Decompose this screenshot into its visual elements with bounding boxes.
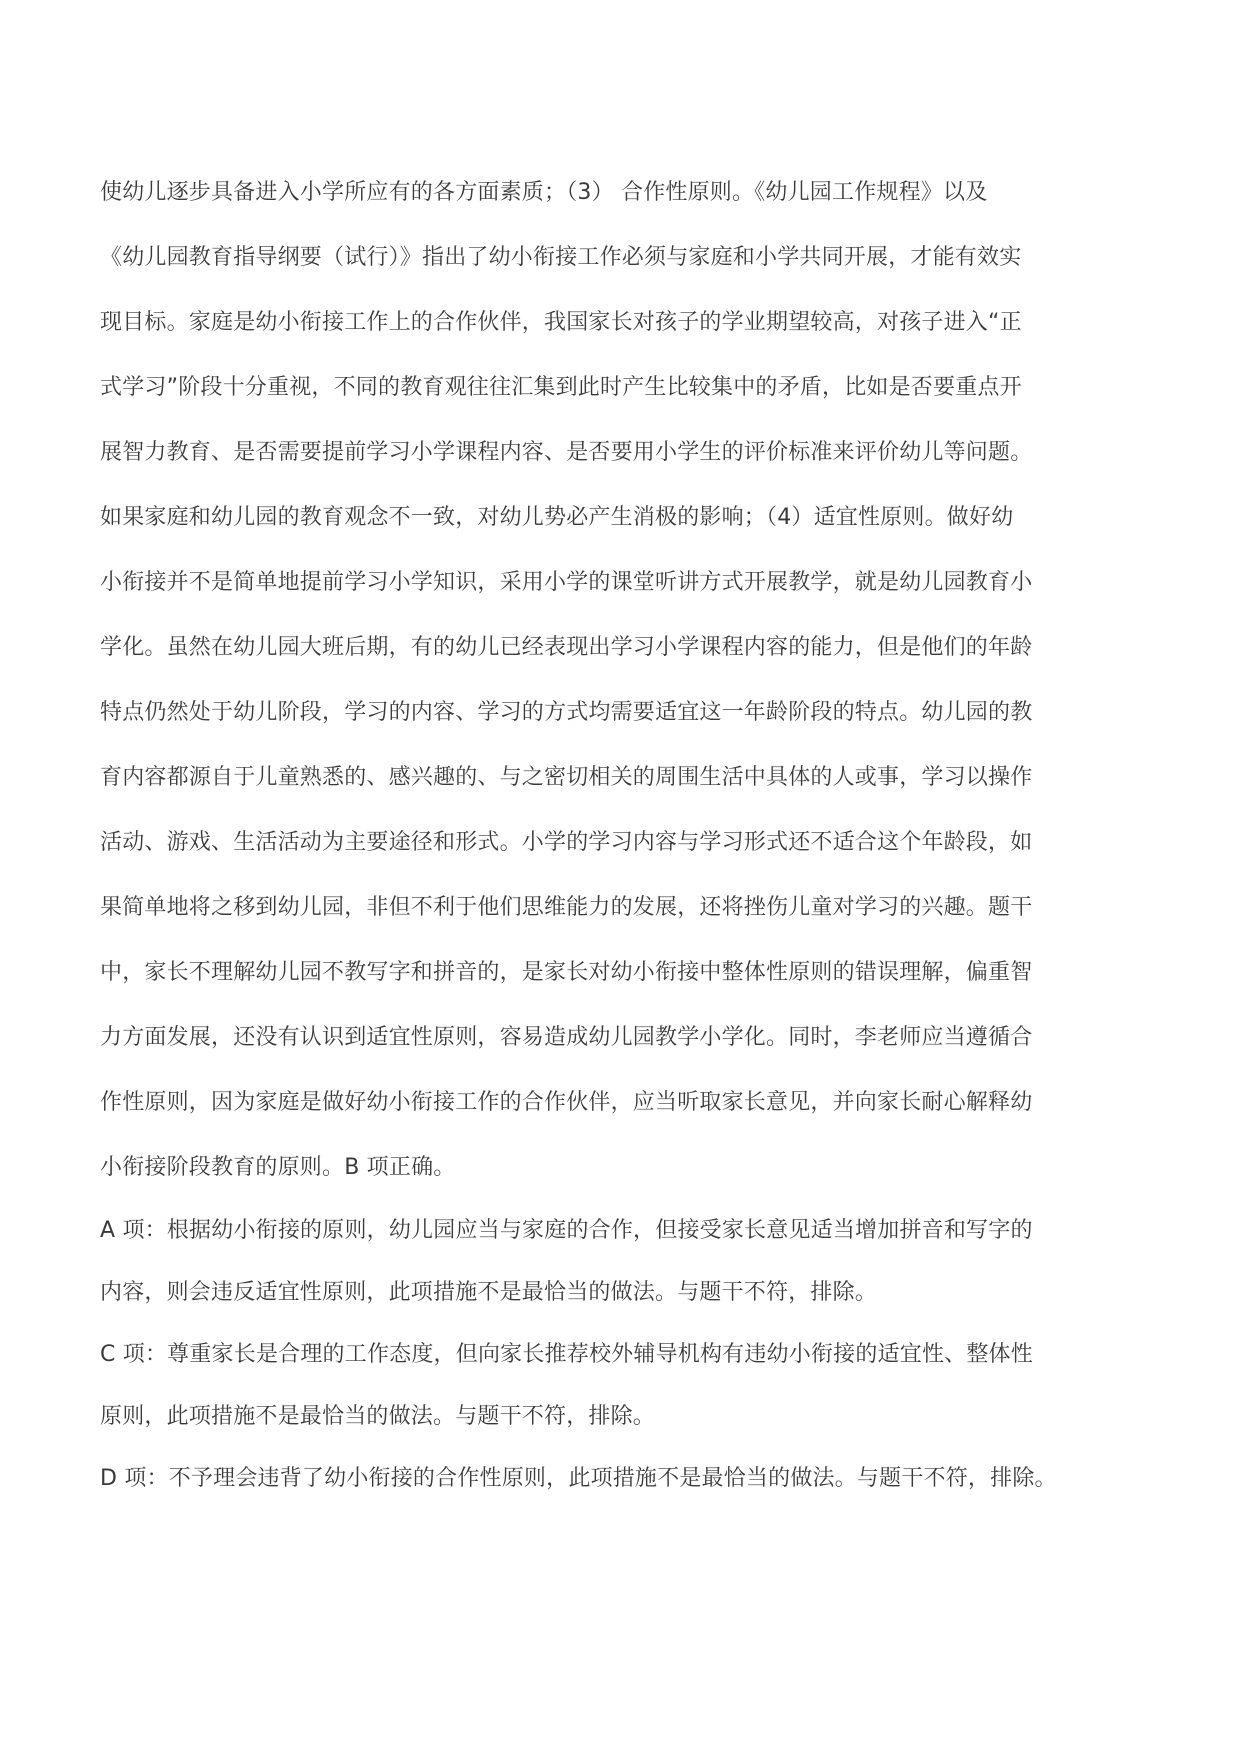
- paragraph-line: 小衔接阶段教育的原则。B 项正确。: [100, 1155, 456, 1180]
- paragraph-line: 式学习”阶段十分重视，不同的教育观往往汇集到此时产生比较集中的矛盾，比如是否要重点开: [100, 375, 1022, 400]
- paragraph-line: C 项：尊重家长是合理的工作态度，但向家长推荐校外辅导机构有违幼小衔接的适宜性、整体性: [100, 1342, 1033, 1367]
- paragraph-line: 《幼儿园教育指导纲要（试行）》指出了幼小衔接工作必须与家庭和小学共同开展，才能有效实: [100, 245, 1022, 270]
- paragraph-line: 展智力教育、是否需要提前学习小学课程内容、是否要用小学生的评价标准来评价幼儿等问题。: [100, 440, 1033, 465]
- analysis-paragraph: [100, 160, 1160, 1200]
- paragraph-line: 特点仍然处于幼儿阶段，学习的内容、学习的方式均需要适宜这一年龄阶段的特点。幼儿园的教: [100, 700, 1033, 725]
- paragraph-line: 内容，则会违反适宜性原则，此项措施不是最恰当的做法。与题干不符，排除。: [100, 1280, 878, 1305]
- paragraph-line: 作性原则，因为家庭是做好幼小衔接工作的合作伙伴，应当听取家长意见，并向家长耐心解释幼: [100, 1090, 1033, 1115]
- paragraph-line: 小衔接并不是简单地提前学习小学知识，采用小学的课堂听讲方式开展教学，就是幼儿园教育小: [100, 570, 1033, 595]
- paragraph-line: 活动、游戏、生活活动为主要途径和形式。小学的学习内容与学习形式还不适合这个年龄段，如: [100, 830, 1033, 855]
- paragraph-line: 学化。虽然在幼儿园大班后期，有的幼儿已经表现出学习小学课程内容的能力，但是他们的年龄: [100, 635, 1033, 660]
- paragraph-line: 果简单地将之移到幼儿园，非但不利于他们思维能力的发展，还将挫伤儿童对学习的兴趣。题干: [100, 895, 1033, 920]
- paragraph-line: 原则，此项措施不是最恰当的做法。与题干不符，排除。: [100, 1404, 656, 1429]
- answer-explanation: [100, 160, 1160, 1510]
- paragraph-line: D 项：不予理会违背了幼小衔接的合作性原则，此项措施不是最恰当的做法。与题干不符，排除。: [100, 1466, 1057, 1491]
- paragraph-line: 如果家庭和幼儿园的教育观念不一致，对幼儿势必产生消极的影响；（4）适宜性原则。做好幼: [100, 505, 1014, 530]
- paragraph-line: 力方面发展，还没有认识到适宜性原则，容易造成幼儿园教学小学化。同时，李老师应当遵循合: [100, 1025, 1033, 1050]
- option-a-explanation: [100, 1200, 1160, 1324]
- paragraph-line: 使幼儿逐步具备进入小学所应有的各方面素质；（3） 合作性原则。《幼儿园工作规程》以及: [100, 180, 988, 205]
- paragraph-line: 现目标。家庭是幼小衔接工作上的合作伙伴，我国家长对孩子的学业期望较高，对孩子进入“正: [100, 310, 1022, 335]
- option-d-explanation: [100, 1448, 1160, 1510]
- paragraph-line: 中，家长不理解幼儿园不教写字和拼音的，是家长对幼小衔接中整体性原则的错误理解，偏重智: [100, 960, 1033, 985]
- paragraph-line: 育内容都源自于儿童熟悉的、感兴趣的、与之密切相关的周围生活中具体的人或事，学习以操作: [100, 765, 1033, 790]
- option-c-explanation: [100, 1324, 1160, 1448]
- paragraph-line: A 项：根据幼小衔接的原则，幼儿园应当与家庭的合作，但接受家长意见适当增加拼音和写字的: [100, 1218, 1033, 1243]
